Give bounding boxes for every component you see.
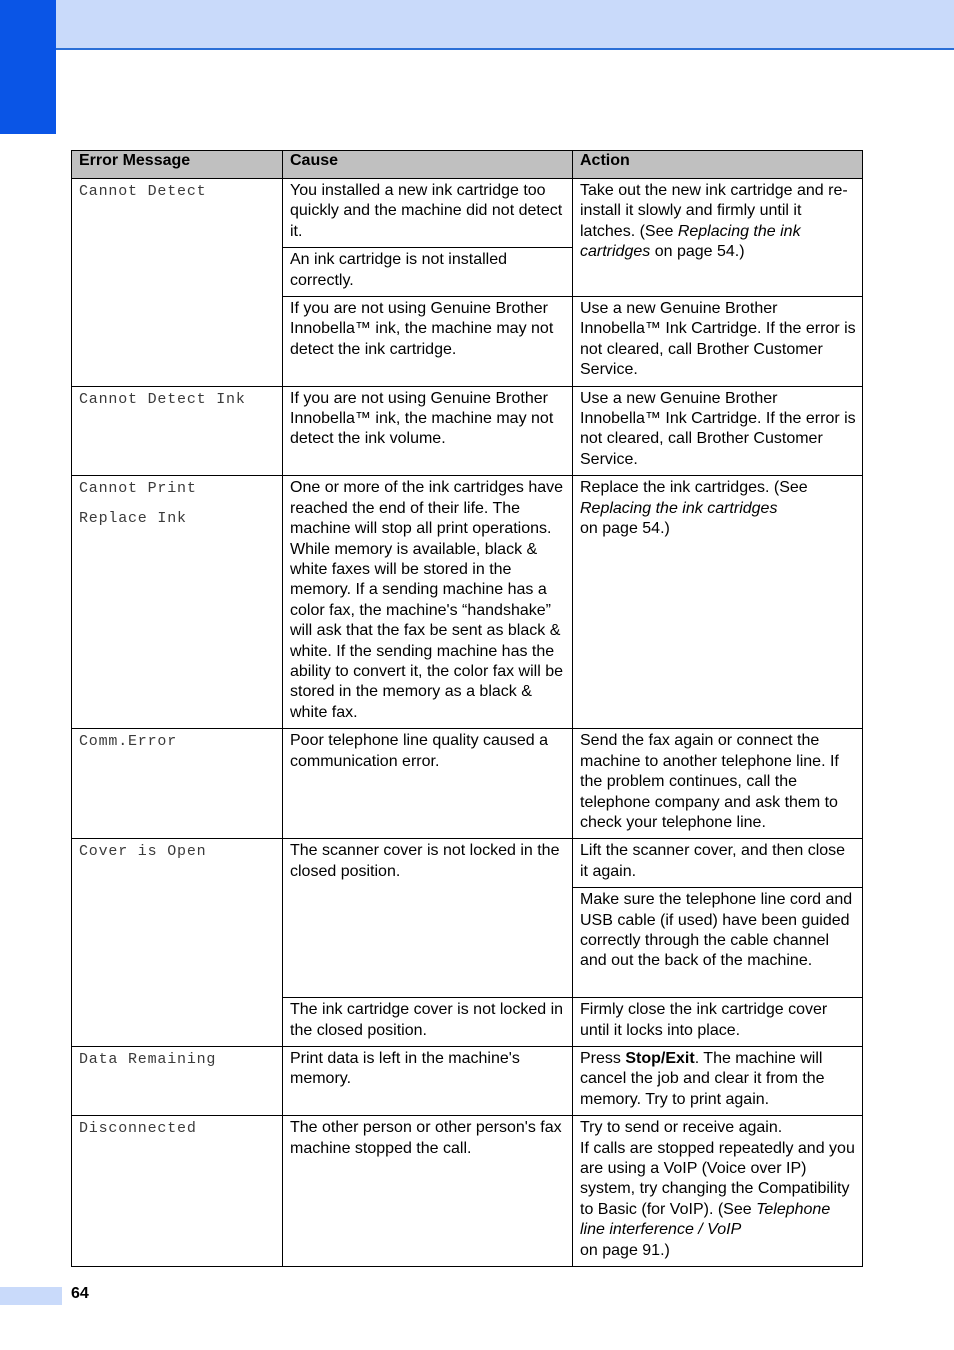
reference-link-text: Replacing the ink cartridges — [580, 499, 778, 517]
cause-cell: Print data is left in the machine's memory. — [283, 1046, 573, 1115]
error-comm-error: Comm.Error — [72, 729, 283, 839]
error-cannot-detect-ink: Cannot Detect Ink — [72, 386, 283, 476]
error-line: Replace Ink — [79, 509, 187, 527]
header-rule — [56, 48, 954, 50]
action-cell: Firmly close the ink cartridge cover until it locks into place. — [573, 998, 863, 1047]
footer-band — [0, 1287, 62, 1305]
action-text: Try to send or receive again. — [580, 1119, 783, 1137]
header-action: Action — [573, 151, 863, 179]
table-row — [72, 839, 863, 888]
table-row — [72, 729, 863, 839]
action-text: Replace the ink cartridges. (See — [580, 479, 808, 497]
error-cover-open: Cover is Open — [72, 839, 283, 1047]
header-band — [0, 0, 954, 49]
table-header-row — [72, 151, 863, 179]
action-cell — [573, 179, 863, 297]
cause-cell: You installed a new ink cartridge too quickly and the machine did not detect it. — [283, 179, 573, 248]
table-row — [72, 1116, 863, 1267]
chapter-tab — [0, 0, 56, 134]
action-text: Take out the new ink cartridge and re-install it slowly and firmly until it latches. (See — [580, 182, 848, 240]
error-disconnected: Disconnected — [72, 1116, 283, 1267]
cause-cell: If you are not using Genuine Brother Innobella™ ink, the machine may not detect the ink volume. — [283, 386, 573, 476]
cause-cell: An ink cartridge is not installed correctly. — [283, 248, 573, 297]
table-row — [72, 386, 863, 476]
action-text: on page 54.) — [580, 520, 670, 538]
action-text: . The machine will cancel the job and clear it from the memory. Try to print again. — [580, 1049, 825, 1108]
reference-link-text: Telephone line interference / VoIP — [580, 1200, 831, 1239]
key-name: Stop/Exit — [625, 1049, 695, 1067]
table-row — [72, 476, 863, 729]
cause-cell: The ink cartridge cover is not locked in the closed position. — [283, 998, 573, 1047]
action-cell — [573, 1116, 863, 1267]
action-text: If calls are stopped repeatedly and you are using a VoIP (Voice over IP) system, try changing the Compatibility to Basic (for VoIP). (See — [580, 1139, 855, 1218]
error-messages-table — [71, 150, 863, 1267]
page-number: 64 — [71, 1285, 89, 1302]
table-row — [72, 179, 863, 248]
action-text: on page 91.) — [580, 1241, 670, 1259]
action-text: on page 54.) — [650, 243, 745, 261]
table-row — [72, 1046, 863, 1115]
header-error-message: Error Message — [72, 151, 283, 179]
cause-cell: The other person or other person's fax machine stopped the call. — [283, 1116, 573, 1267]
action-cell: Make sure the telephone line cord and USB cable (if used) have been guided correctly through the cable channel and out the back of the machine. — [573, 888, 863, 998]
cause-cell: One or more of the ink cartridges have reached the end of their life. The machine will stop all print operations. While memory is available, black & white faxes will be stored in the memory. If a sending machine has a color fax, the machine's “handshake” will ask that the fax be sent as black & white. If the sending machine has the ability to convert it, the color fax will be stored in the memory as a black & white fax. — [283, 476, 573, 729]
action-cell — [573, 476, 863, 729]
action-cell: Send the fax again or connect the machine to another telephone line. If the problem continues, call the telephone company and ask them to check your telephone line. — [573, 729, 863, 839]
error-cannot-detect: Cannot Detect — [72, 179, 283, 387]
action-cell: Lift the scanner cover, and then close it again. — [573, 839, 863, 888]
error-data-remaining: Data Remaining — [72, 1046, 283, 1115]
error-cannot-print — [72, 476, 283, 729]
cause-cell: If you are not using Genuine Brother Innobella™ ink, the machine may not detect the ink cartridge. — [283, 297, 573, 387]
action-cell: Use a new Genuine Brother Innobella™ Ink Cartridge. If the error is not cleared, call Brother Customer Service. — [573, 297, 863, 387]
header-cause: Cause — [283, 151, 573, 179]
action-cell — [573, 1046, 863, 1115]
action-cell: Use a new Genuine Brother Innobella™ Ink Cartridge. If the error is not cleared, call Brother Customer Service. — [573, 386, 863, 476]
cause-cell: Poor telephone line quality caused a communication error. — [283, 729, 573, 839]
action-text: Press — [580, 1049, 626, 1067]
reference-link-text: Replacing the ink cartridges — [580, 222, 801, 261]
error-line: Cannot Print — [79, 480, 197, 498]
cause-cell: The scanner cover is not locked in the closed position. — [283, 839, 573, 998]
